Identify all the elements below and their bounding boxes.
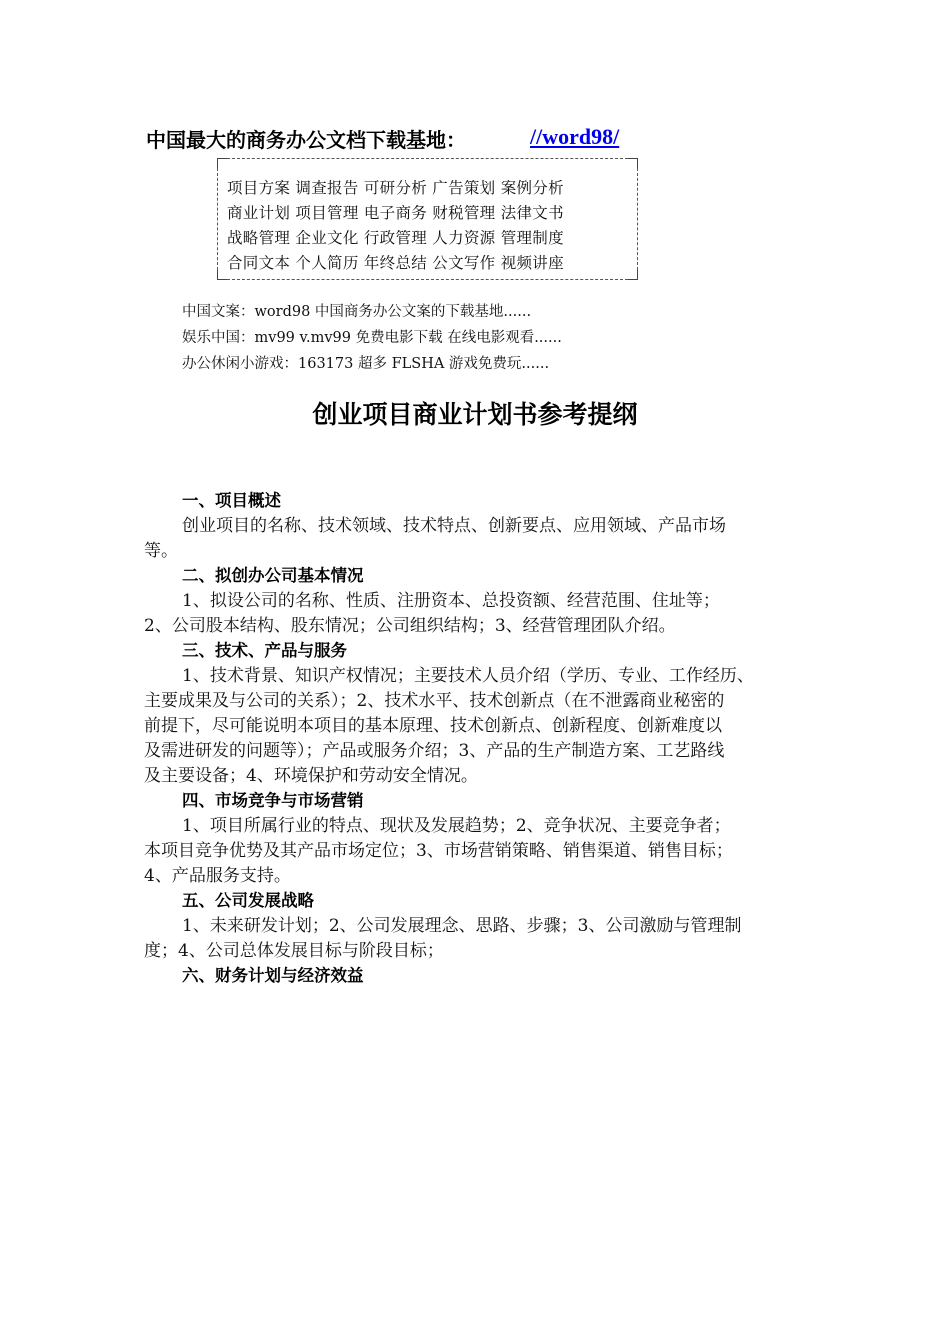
promo-link-mv99[interactable]: 娱乐中国：mv99 v.mv99 免费电影下载 在线电影观看......	[182, 330, 562, 346]
section-text-line: 及需进研发的问题等）；产品或服务介绍；3、产品的生产制造方案、工艺路线	[144, 741, 725, 761]
section-text-line: 本项目竞争优势及其产品市场定位；3、市场营销策略、销售渠道、销售目标；	[144, 841, 733, 861]
box-corner	[627, 269, 638, 280]
category-row[interactable]: 商业计划 项目管理 电子商务 财税管理 法律文书	[227, 204, 564, 222]
section-text-line: 度；4、公司总体发展目标与阶段目标；	[144, 941, 444, 961]
box-border-right	[637, 168, 638, 270]
category-row[interactable]: 合同文本 个人简历 年终总结 公文写作 视频讲座	[227, 254, 564, 272]
section-text-line: 创业项目的名称、技术领域、技术特点、创新要点、应用领域、产品市场	[182, 516, 726, 536]
promo-link-word98[interactable]: 中国文案：word98 中国商务办公文案的下载基地......	[182, 304, 532, 320]
section-heading: 五、公司发展战略	[182, 891, 314, 910]
category-row[interactable]: 项目方案 调查报告 可研分析 广告策划 案例分析	[227, 179, 564, 197]
category-box	[217, 152, 638, 286]
box-border-left	[217, 168, 218, 270]
box-border-bottom	[227, 279, 628, 280]
box-corner	[217, 158, 228, 169]
header-link[interactable]: //word98/	[530, 124, 620, 149]
section-text-line: 主要成果及与公司的关系）；2、技术水平、技术创新点（在不泄露商业秘密的	[144, 691, 725, 711]
section-text-line: 1、未来研发计划；2、公司发展理念、思路、步骤；3、公司激励与管理制	[182, 916, 742, 936]
section-heading: 六、财务计划与经济效益	[182, 966, 364, 985]
section-text-line: 等。	[144, 541, 178, 561]
promo-link-games[interactable]: 办公休闲小游戏：163173 超多 FLSHA 游戏免费玩......	[182, 356, 550, 372]
section-text-line: 1、拟设公司的名称、性质、注册资本、总投资额、经营范围、住址等；	[182, 591, 720, 611]
section-heading: 一、项目概述	[182, 491, 281, 510]
category-row[interactable]: 战略管理 企业文化 行政管理 人力资源 管理制度	[227, 229, 564, 247]
section-text-line: 1、技术背景、知识产权情况；主要技术人员介绍（学历、专业、工作经历、	[182, 666, 754, 686]
document-title: 创业项目商业计划书参考提纲	[312, 400, 638, 429]
section-text-line: 前提下，尽可能说明本项目的基本原理、技术创新点、创新程度、创新难度以	[144, 716, 722, 736]
header-text: 中国最大的商务办公文档下载基地：	[146, 128, 466, 152]
box-border-top	[227, 158, 628, 159]
section-text-line: 4、产品服务支持。	[144, 866, 291, 886]
section-heading: 二、拟创办公司基本情况	[182, 566, 364, 585]
section-text-line: 1、项目所属行业的特点、现状及发展趋势；2、竞争状况、主要竞争者；	[182, 816, 731, 836]
section-text-line: 及主要设备；4、环境保护和劳动安全情况。	[144, 766, 478, 786]
section-heading: 三、技术、产品与服务	[182, 641, 347, 660]
section-heading: 四、市场竞争与市场营销	[182, 791, 364, 810]
section-text-line: 2、公司股本结构、股东情况；公司组织结构；3、经营管理团队介绍。	[144, 616, 676, 636]
